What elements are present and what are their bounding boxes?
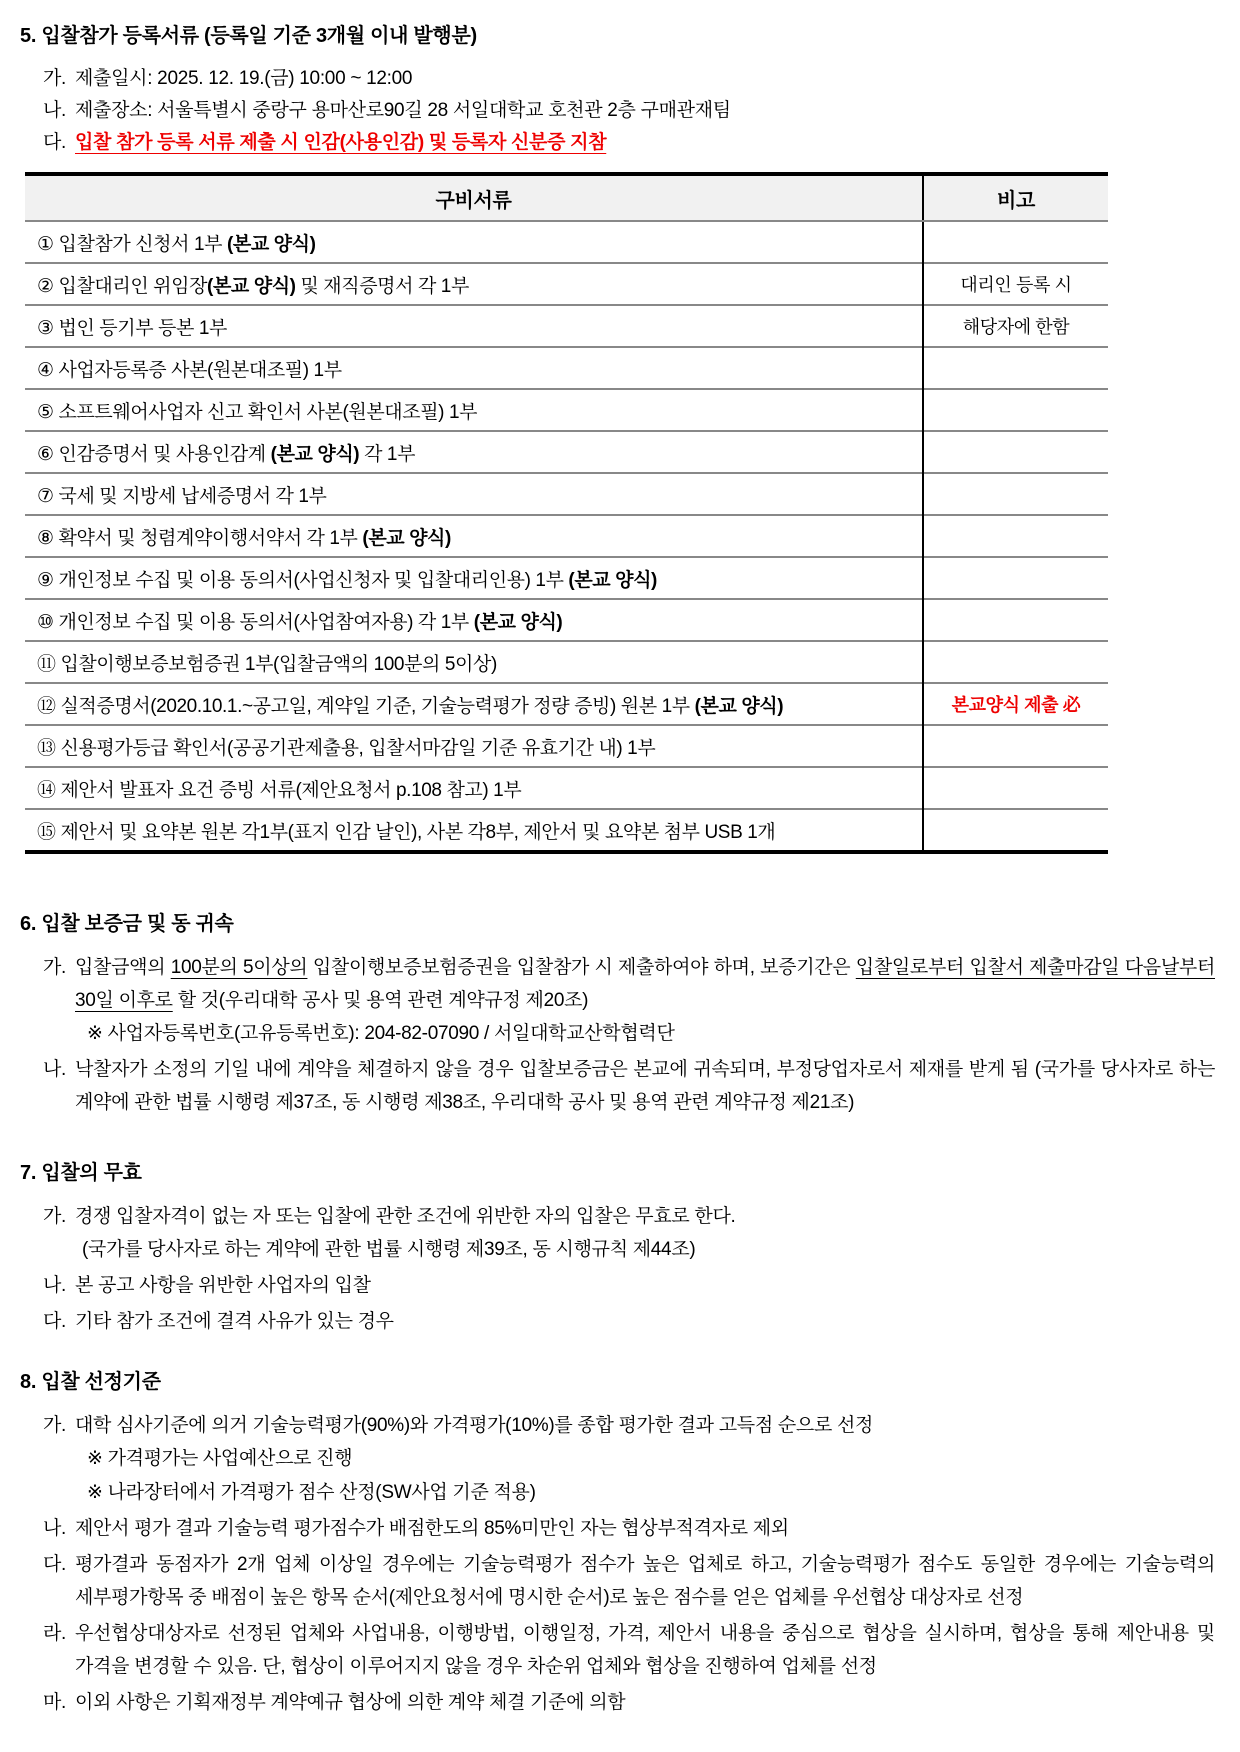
requirement-cell <box>25 809 923 852</box>
note-line: ※ 가격평가는 사업예산으로 진행 <box>87 1448 353 1469</box>
item-label: 가. <box>43 1415 67 1436</box>
text-run: 입찰일로부터 입찰서 제출마감일 다음날부터 30일 이후로 <box>75 957 1216 1011</box>
remark-cell <box>923 767 1108 809</box>
text-run: 본 공고 사항을 위반한 사업자의 입찰 <box>75 1275 371 1296</box>
list-item <box>43 1617 1215 1683</box>
text-run: 및 재직증명서 각 1부 <box>295 275 469 297</box>
list-item <box>43 1269 1215 1302</box>
requirement-cell <box>25 725 923 767</box>
table-row <box>25 431 1108 473</box>
continuation-line: (국가를 당사자로 하는 계약에 관한 법률 시행령 제39조, 동 시행규칙 제44조) <box>82 1239 696 1260</box>
table-row <box>25 473 1108 515</box>
required-documents-table <box>25 172 1108 854</box>
requirement-cell <box>25 221 923 263</box>
remark-cell: 해당자에 한함 <box>923 305 1108 347</box>
requirement-cell <box>25 347 923 389</box>
requirement-cell <box>25 641 923 683</box>
section-6-title: 6. 입찰 보증금 및 동 귀속 <box>20 913 234 935</box>
text-run: (본교 양식) <box>568 569 657 591</box>
text-run: ⑭ 제안서 발표자 요건 증빙 서류(제안요청서 p.108 참고) 1부 <box>37 779 522 801</box>
remark-cell <box>923 557 1108 599</box>
section-8-title: 8. 입찰 선정기준 <box>20 1371 161 1393</box>
text-run: (본교 양식) <box>226 233 316 255</box>
table-row <box>25 599 1108 641</box>
table-row <box>25 515 1108 557</box>
list-item <box>43 95 1215 126</box>
item-label: 나. <box>43 1275 67 1296</box>
requirement-cell <box>25 557 923 599</box>
requirement-cell <box>25 431 923 473</box>
requirement-cell <box>25 767 923 809</box>
table-row <box>25 725 1108 767</box>
text-run: 각 1부 <box>359 443 416 465</box>
section-5-title: 5. 입찰참가 등록서류 (등록일 기준 3개월 이내 발행분) <box>20 25 477 47</box>
remark-cell: 본교양식 제출 必 <box>923 683 1108 725</box>
table-row <box>25 347 1108 389</box>
list-item <box>43 1200 1215 1266</box>
table-row <box>25 683 1108 725</box>
list-item <box>43 1548 1215 1614</box>
requirement-cell <box>25 305 923 347</box>
table-row <box>25 641 1108 683</box>
list-item <box>43 1053 1215 1119</box>
text-run: ⑤ 소프트웨어사업자 신고 확인서 사본(원본대조필) 1부 <box>37 401 478 423</box>
text-run: ⑮ 제안서 및 요약본 원본 각1부(표지 인감 날인), 사본 각8부, 제안서 및 요약본 첨부 USB 1개 <box>37 821 776 843</box>
text-run: 제출일시: 2025. 12. 19.(금) 10:00 ~ 12:00 <box>75 68 413 89</box>
text-run: ⑨ 개인정보 수집 및 이용 동의서(사업신청자 및 입찰대리인용) 1부 <box>37 569 569 591</box>
table-row <box>25 389 1108 431</box>
item-label: 다. <box>43 132 67 153</box>
list-item <box>43 63 1215 94</box>
text-run: 입찰이행보증보험증권을 입찰참가 시 제출하여야 하며, 보증기간은 <box>307 957 856 978</box>
remark-cell <box>923 599 1108 641</box>
note-line: ※ 사업자등록번호(고유등록번호): 204-82-07090 / 서일대학교산학협력단 <box>87 1023 675 1044</box>
text-run: ④ 사업자등록증 사본(원본대조필) 1부 <box>37 359 342 381</box>
remark-cell <box>923 221 1108 263</box>
text-run: (본교 양식) <box>270 443 360 465</box>
table-row <box>25 809 1108 852</box>
list-item <box>43 1409 1215 1509</box>
section-bid-registration-documents <box>20 22 1215 854</box>
remark-cell <box>923 389 1108 431</box>
text-run: 우선협상대상자로 선정된 업체와 사업내용, 이행방법, 이행일정, 가격, 제안서 내용을 중심으로 협상을 실시하며, 협상을 통해 제안내용 및 가격을 변경할 수 있음. 단, 협상이 이루어지지 않을 경우 차순위 업체와 협상을 진행하여 업체를 선정 <box>75 1623 1215 1677</box>
text-run: ③ 법인 등기부 등본 1부 <box>37 317 227 339</box>
remark-cell <box>923 809 1108 852</box>
table-body <box>25 221 1108 852</box>
requirement-cell <box>25 389 923 431</box>
remark-cell <box>923 347 1108 389</box>
remark-cell <box>923 515 1108 557</box>
requirement-cell <box>25 683 923 725</box>
item-label: 마. <box>43 1692 67 1713</box>
list-item <box>43 1686 1215 1719</box>
table-row <box>25 767 1108 809</box>
item-label: 가. <box>43 68 67 89</box>
item-label: 라. <box>43 1623 67 1644</box>
text-run: 낙찰자가 소정의 기일 내에 계약을 체결하지 않을 경우 입찰보증금은 본교에 귀속되며, 부정당업자로서 제재를 받게 됨 (국가를 당사자로 하는 계약에 관한 법률 시행령 제37조, 동 시행령 제38조, 우리대학 공사 및 용역 관련 계약규정 제21조) <box>75 1059 1215 1113</box>
text-run: (본교 양식) <box>362 527 451 549</box>
remark-cell <box>923 473 1108 515</box>
item-label: 다. <box>43 1554 67 1575</box>
text-run: 이외 사항은 기획재정부 계약예규 협상에 의한 계약 체결 기준에 의함 <box>75 1692 626 1713</box>
note-line: ※ 나라장터에서 가격평가 점수 산정(SW사업 기준 적용) <box>87 1482 536 1503</box>
text-run: 입찰 참가 등록 서류 제출 시 인감(사용인감) 및 등록자 신분증 지참 <box>75 132 607 153</box>
remark-cell <box>923 641 1108 683</box>
requirement-cell <box>25 473 923 515</box>
text-run: 기타 참가 조건에 결격 사유가 있는 경우 <box>75 1311 394 1332</box>
text-run: ② 입찰대리인 위임장 <box>37 275 208 297</box>
section-bid-deposit <box>20 910 1215 1119</box>
item-label: 나. <box>43 100 67 121</box>
list-item <box>43 127 1215 158</box>
text-run: ① 입찰참가 신청서 1부 <box>37 233 227 255</box>
remark-cell: 대리인 등록 시 <box>923 263 1108 305</box>
text-run: 입찰금액의 <box>75 957 171 978</box>
text-run: ⑬ 신용평가등급 확인서(공공기관제출용, 입찰서마감일 기준 유효기간 내) 1부 <box>37 737 656 759</box>
section-5-items <box>20 63 1215 158</box>
text-run: (본교 양식) <box>694 695 784 717</box>
remark-cell <box>923 431 1108 473</box>
text-run: ⑩ 개인정보 수집 및 이용 동의서(사업참여자용) 각 1부 <box>37 611 474 633</box>
table-header-row <box>25 174 1108 221</box>
requirement-cell <box>25 599 923 641</box>
text-run: ⑫ 실적증명서(2020.10.1.~공고일, 계약일 기준, 기술능력평가 정량 증빙) 원본 1부 <box>37 695 695 717</box>
table-header-remark: 비고 <box>923 174 1108 221</box>
text-run: ⑦ 국세 및 지방세 납세증명서 각 1부 <box>37 485 327 507</box>
table-row <box>25 263 1108 305</box>
requirement-cell <box>25 263 923 305</box>
table-row <box>25 305 1108 347</box>
list-item <box>43 951 1215 1050</box>
table-row <box>25 557 1108 599</box>
section-selection-criteria <box>20 1368 1215 1719</box>
item-label: 가. <box>43 1206 67 1227</box>
section-7-items <box>20 1200 1215 1338</box>
text-run: (본교 양식) <box>473 611 563 633</box>
item-label: 가. <box>43 957 67 978</box>
text-run: 경쟁 입찰자격이 없는 자 또는 입찰에 관한 조건에 위반한 자의 입찰은 무효로 한다. <box>75 1206 736 1227</box>
text-run: ⑪ 입찰이행보증보험증권 1부(입찰금액의 100분의 5이상) <box>37 653 497 675</box>
text-run: 대학 심사기준에 의거 기술능력평가(90%)와 가격평가(10%)를 종합 평가한 결과 고득점 순으로 선정 <box>75 1415 874 1436</box>
item-label: 다. <box>43 1311 67 1332</box>
text-run: 평가결과 동점자가 2개 업체 이상일 경우에는 기술능력평가 점수가 높은 업체로 하고, 기술능력평가 점수도 동일한 경우에는 기술능력의 세부평가항목 중 배점이 높은 항목 순서(제안요청서에 명시한 순서)로 높은 점수를 얻은 업체를 우선협상 대상자로 선정 <box>75 1554 1215 1608</box>
text-run: (본교 양식) <box>207 275 296 297</box>
section-8-items <box>20 1409 1215 1719</box>
requirement-cell <box>25 515 923 557</box>
remark-cell <box>923 725 1108 767</box>
text-run: 제출장소: 서울특별시 중랑구 용마산로90길 28 서일대학교 호천관 2층 구매관재팀 <box>75 100 731 121</box>
table-header-documents: 구비서류 <box>25 174 923 221</box>
list-item <box>43 1305 1215 1338</box>
text-run: 100분의 5이상의 <box>170 957 308 978</box>
text-run: ⑥ 인감증명서 및 사용인감계 <box>37 443 271 465</box>
item-label: 나. <box>43 1518 67 1539</box>
item-label: 나. <box>43 1059 67 1080</box>
section-bid-invalidity <box>20 1159 1215 1338</box>
table-row <box>25 221 1108 263</box>
text-run: ⑧ 확약서 및 청렴계약이행서약서 각 1부 <box>37 527 363 549</box>
section-7-title: 7. 입찰의 무효 <box>20 1162 142 1184</box>
text-run: 제안서 평가 결과 기술능력 평가점수가 배점한도의 85%미만인 자는 협상부적격자로 제외 <box>75 1518 789 1539</box>
list-item <box>43 1512 1215 1545</box>
section-6-items <box>20 951 1215 1119</box>
text-run: 할 것(우리대학 공사 및 용역 관련 계약규정 제20조) <box>172 990 589 1011</box>
